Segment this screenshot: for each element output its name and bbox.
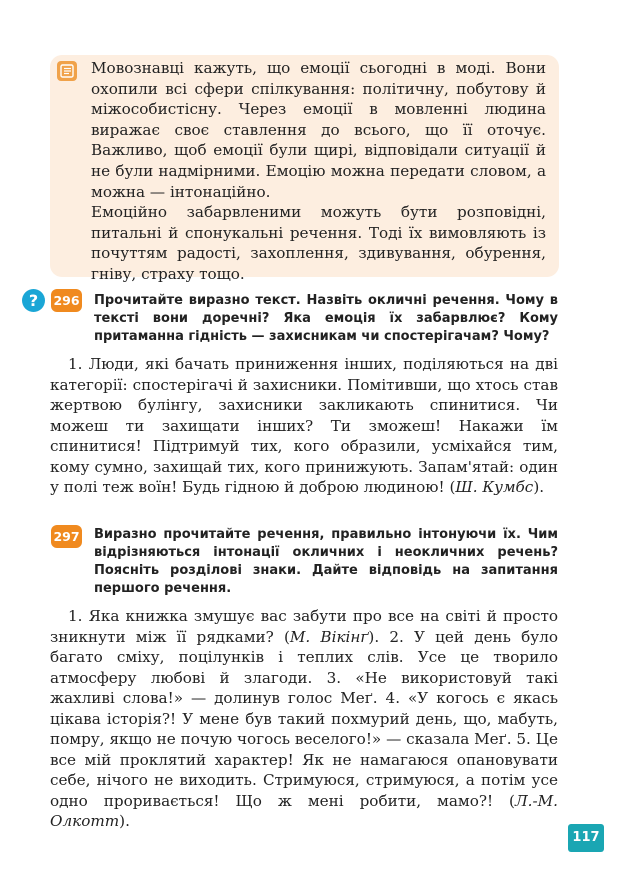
exercise-297-author-1: М. Вікінґ [289, 627, 369, 646]
exercise-297-part-2: ). 2. У цей день було багато сміху, поцілунків і теплих слів. Усе це творило атмосферу любові й злагоди. 3. «Не використовуй такі жахливі слова!» — долинув голос Меґ. 4. «У когось є якась цікава історія?! У мене був такий похмурий день, що, мабуть, помру, якщо не почую чогось веселого!» — сказала Меґ. 5. Це все мій проклятий характер! Як не намагаюся опановувати себе, нічого не виходить. Стримуюся, стримуюся, а потім усе одно проривається! Що ж мені робити, мамо?! ( [50, 627, 558, 810]
exercise-296-author: Ш. Кумбс [455, 478, 534, 496]
exercise-297-part-1: 1. Яка книжка змушує вас забути про все на світі й просто зникнути між її рядками? ( [50, 607, 558, 646]
exercise-number-296: 296 [51, 289, 82, 312]
page-number: 117 [568, 824, 604, 852]
exercise-297-task: Виразно прочитайте речення, правильно інтонуючи їх. Чим відрізняються інтонації окличних і неокличних речень? Поясніть розділові знаки. Дайте відповідь на запитання першого речення. [94, 527, 558, 596]
notebook-icon [57, 61, 77, 81]
exercise-number-297: 297 [51, 525, 82, 548]
exercise-296-text [50, 354, 558, 498]
exercise-296-body: 1. Люди, які бачать приниження інших, поділяються на дві категорії: спостерігачі й захисники. Помітивши, що хтось став жертвою булінгу, захисники закликають спинитися. Чи можеш ти захищати інших? Ти зможеш! Накажи їм спинитися! Підтримуй тих, кого образили, усміхайся тим, кому сумно, захищай тих, кого принижують. Запам'ятай: один у полі теж воїн! Будь гідною й доброю людиною! ( [50, 355, 558, 496]
question-icon: ? [22, 289, 45, 312]
exercise-297-closing: ). [119, 812, 130, 830]
info-paragraph-2: Емоційно забарвленими можуть бути розповідні, питальні й спонукальні речення. Тоді їх вимовляють із почуттям радості, захоплення, здивування, обурення, гніву, страху тощо. [91, 203, 546, 283]
info-paragraph-1: Мовознавці кажуть, що емоції сьогодні в моді. Вони охопили всі сфери спілкування: політичну, побутову й міжособистісну. Через емоції в мовленні людина виражає своє ставлення до всього, що її оточує. Важливо, щоб емоції були щирі, відповідали ситуації й не були надмірними. Емоцію можна передати словом, а можна — інтонаційно. [91, 59, 546, 201]
exercise-297-text [50, 606, 558, 832]
exercise-297-author-2: Л.-М. Олкотт [50, 791, 558, 830]
exercise-296-task: Прочитайте виразно текст. Назвіть окличні речення. Чому в тексті вони доречні? Яка емоція їх забарвлює? Кому притаманна гідність — захисникам чи спостерігачам? Чому? [94, 293, 558, 344]
info-text [91, 58, 546, 285]
exercise-296-closing: ). [533, 478, 545, 496]
